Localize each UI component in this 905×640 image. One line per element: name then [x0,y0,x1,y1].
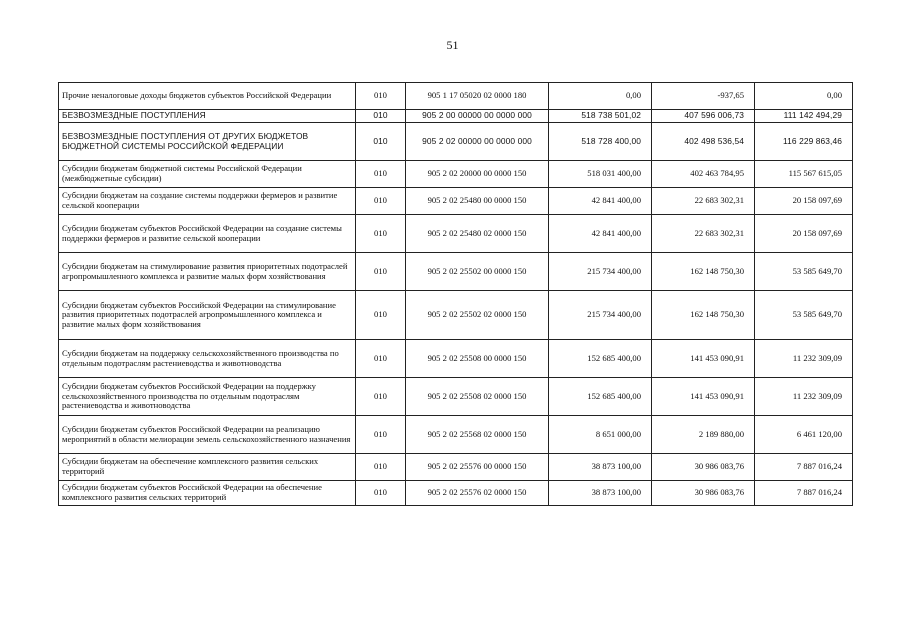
row-value-executed: 2 189 880,00 [652,416,755,454]
row-value-planned: 215 734 400,00 [549,291,652,340]
row-code: 010 [356,416,406,454]
row-code: 010 [356,215,406,253]
row-value-planned: 152 685 400,00 [549,378,652,416]
row-value-unexecuted: 111 142 494,29 [755,110,853,123]
row-value-planned: 0,00 [549,83,652,110]
row-name: Прочие неналоговые доходы бюджетов субъектов Российской Федерации [59,83,356,110]
row-value-executed: 162 148 750,30 [652,253,755,291]
row-value-planned: 8 651 000,00 [549,416,652,454]
row-name: Субсидии бюджетам на обеспечение комплексного развития сельских территорий [59,454,356,481]
row-kbk: 905 2 02 20000 00 0000 150 [406,161,549,188]
row-code: 010 [356,253,406,291]
row-name: Субсидии бюджетам на создание системы поддержки фермеров и развитие сельской кооперации [59,188,356,215]
row-value-unexecuted: 53 585 649,70 [755,253,853,291]
table-row [59,215,853,253]
row-name: Субсидии бюджетам на поддержку сельскохозяйственного производства по отдельным подотраслям растениеводства и животноводства [59,340,356,378]
table-row [59,481,853,506]
table-row [59,188,853,215]
row-value-unexecuted: 115 567 615,05 [755,161,853,188]
row-value-executed: 141 453 090,91 [652,340,755,378]
row-value-executed: 22 683 302,31 [652,188,755,215]
row-value-executed: 407 596 006,73 [652,110,755,123]
row-value-planned: 215 734 400,00 [549,253,652,291]
table-row [59,83,853,110]
table-row [59,340,853,378]
table-row [59,123,853,161]
row-name: Субсидии бюджетам субъектов Российской Федерации на обеспечение комплексного развития сельских территорий [59,481,356,506]
row-value-executed: -937,65 [652,83,755,110]
table-body [59,83,853,506]
row-value-unexecuted: 11 232 309,09 [755,340,853,378]
row-name: Субсидии бюджетам субъектов Российской Федерации на создание системы поддержки фермеров и развитие сельской кооперации [59,215,356,253]
row-value-unexecuted: 53 585 649,70 [755,291,853,340]
row-kbk: 905 2 02 25502 00 0000 150 [406,253,549,291]
row-code: 010 [356,110,406,123]
row-value-planned: 518 738 501,02 [549,110,652,123]
row-name: Субсидии бюджетам субъектов Российской Федерации на реализацию мероприятий в области мелиорации земель сельскохозяйственного назначения [59,416,356,454]
row-code: 010 [356,83,406,110]
row-code: 010 [356,454,406,481]
row-kbk: 905 2 02 25480 00 0000 150 [406,188,549,215]
row-value-executed: 402 498 536,54 [652,123,755,161]
table-row [59,291,853,340]
table-row [59,416,853,454]
row-value-planned: 152 685 400,00 [549,340,652,378]
row-value-executed: 22 683 302,31 [652,215,755,253]
row-value-planned: 38 873 100,00 [549,454,652,481]
row-kbk: 905 1 17 05020 02 0000 180 [406,83,549,110]
row-value-unexecuted: 7 887 016,24 [755,481,853,506]
row-value-planned: 38 873 100,00 [549,481,652,506]
table-row [59,454,853,481]
revenue-table [58,82,853,506]
table-row [59,161,853,188]
page-number: 51 [446,38,459,52]
row-value-planned: 518 728 400,00 [549,123,652,161]
row-name: Субсидии бюджетам субъектов Российской Федерации на поддержку сельскохозяйственного производства по отдельным подотраслям растениеводства и животноводства [59,378,356,416]
row-kbk: 905 2 02 25576 02 0000 150 [406,481,549,506]
row-value-executed: 30 986 083,76 [652,481,755,506]
row-value-unexecuted: 20 158 097,69 [755,188,853,215]
row-name: Субсидии бюджетам бюджетной системы Российской Федерации (межбюджетные субсидии) [59,161,356,188]
row-name: БЕЗВОЗМЕЗДНЫЕ ПОСТУПЛЕНИЯ ОТ ДРУГИХ БЮДЖЕТОВ БЮДЖЕТНОЙ СИСТЕМЫ РОССИЙСКОЙ ФЕДЕРАЦИИ [59,123,356,161]
row-value-planned: 518 031 400,00 [549,161,652,188]
row-code: 010 [356,481,406,506]
row-value-executed: 30 986 083,76 [652,454,755,481]
row-value-planned: 42 841 400,00 [549,188,652,215]
row-code: 010 [356,378,406,416]
table-row [59,110,853,123]
row-name: Субсидии бюджетам субъектов Российской Федерации на стимулирование развития приоритетных подотраслей агропромышленного комплекса и развитие малых форм хозяйствования [59,291,356,340]
row-value-executed: 402 463 784,95 [652,161,755,188]
row-code: 010 [356,291,406,340]
row-kbk: 905 2 00 00000 00 0000 000 [406,110,549,123]
row-value-planned: 42 841 400,00 [549,215,652,253]
row-code: 010 [356,161,406,188]
row-value-executed: 141 453 090,91 [652,378,755,416]
row-value-unexecuted: 0,00 [755,83,853,110]
row-code: 010 [356,188,406,215]
row-kbk: 905 2 02 25480 02 0000 150 [406,215,549,253]
row-kbk: 905 2 02 25502 02 0000 150 [406,291,549,340]
table-row [59,253,853,291]
row-name: БЕЗВОЗМЕЗДНЫЕ ПОСТУПЛЕНИЯ [59,110,356,123]
row-value-unexecuted: 20 158 097,69 [755,215,853,253]
row-code: 010 [356,123,406,161]
row-value-unexecuted: 11 232 309,09 [755,378,853,416]
row-name: Субсидии бюджетам на стимулирование развития приоритетных подотраслей агропромышленного комплекса и развитие малых форм хозяйствования [59,253,356,291]
row-kbk: 905 2 02 25568 02 0000 150 [406,416,549,454]
row-kbk: 905 2 02 25508 00 0000 150 [406,340,549,378]
row-kbk: 905 2 02 25508 02 0000 150 [406,378,549,416]
row-kbk: 905 2 02 00000 00 0000 000 [406,123,549,161]
table-row [59,378,853,416]
row-code: 010 [356,340,406,378]
row-value-executed: 162 148 750,30 [652,291,755,340]
row-value-unexecuted: 7 887 016,24 [755,454,853,481]
row-kbk: 905 2 02 25576 00 0000 150 [406,454,549,481]
row-value-unexecuted: 116 229 863,46 [755,123,853,161]
row-value-unexecuted: 6 461 120,00 [755,416,853,454]
